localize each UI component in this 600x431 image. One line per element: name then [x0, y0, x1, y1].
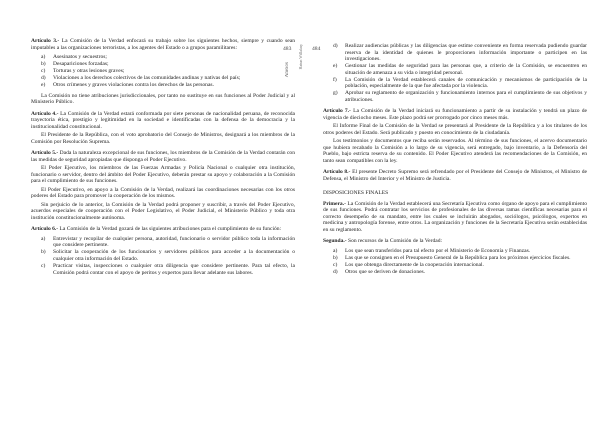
article-6: Artículo 6.- La Comisión de la Verdad gozará de las siguientes atribuciones para el cumplimiento de su función:	[31, 226, 282, 233]
running-subtitle: Hatun Willakuy	[298, 44, 303, 70]
list-item: b) Solicitar la cooperación de los funcionarios y servidores públicos para acceder a la documentación o cualquier otra información del Estado.	[41, 249, 295, 262]
provision-first: Primera.- La Comisión de la Verdad establecerá una Secretaría Ejecutiva como órgano de apoyo para el cumplimiento de sus funciones. Podrá contratar los servicios de profesionales de las diversas ramas científicas necesarias para el correcto desempeño de su mandato, entre los cuales se incluirán abogados, sociólogos, psicólogos, expertos en medicina y antropología forense, entre otros. La organización y funciones de la Secretaría Ejecutiva serán establecidas en su reglamento.	[323, 200, 587, 233]
article-3: Artículo 3.- La Comisión de la Verdad enfocará su trabajo sobre los siguientes hechos, siempre y cuando sean imputables a las organizaciones terroristas, a los agentes del Estado o a grupos paramilitares:	[31, 38, 295, 51]
list-item: d) Otros que se deriven de donaciones.	[333, 269, 426, 276]
list-item: a) Los que sean transferidos para tal efecto por el Ministerio de Economía y Finanzas.	[333, 247, 531, 254]
article-4-paragraph: El Presidente de la República, con el voto aprobatorio del Consejo de Ministros, designará a los miembros de la Comisión por Resolución Suprema.	[31, 132, 295, 145]
list-item: e) Gestionar las medidas de seguridad para las personas que, a criterio de la Comisión, se encuentren en situación de amenaza a su vida o integridad personal.	[333, 63, 587, 76]
list-item: c) Torturas y otras lesiones graves;	[41, 68, 125, 75]
list-item: c) Los que obtenga directamente de la cooperación internacional.	[333, 261, 484, 268]
list-item: a) Entrevistar y recopilar de cualquier persona, autoridad, funcionario o servidor público toda la información que considere pertinente.	[41, 235, 295, 249]
list-item: d) Realizar audiencias públicas y las diligencias que estime conveniente en forma reservada pudiendo guardar reserva de la identidad de quienes le proporcionen información importante o participen en las investigaciones.	[333, 43, 587, 62]
list-item: b) Desapariciones forzadas;	[41, 61, 109, 68]
page-number-right: 484	[312, 46, 321, 52]
provision-second-list	[323, 248, 587, 276]
article-5-paragraph: El Poder Ejecutivo, los miembros de las Fuerzas Armadas y Policía Nacional o cualquier otra institución, funcionario o servidor, dentro del ámbito del Poder Ejecutivo, deberán prestar su apoyo y colaboración a la Comisión para el cumplimiento de sus funciones.	[31, 165, 295, 185]
provision-second: Segunda.- Son recursos de la Comisión de la Verdad:	[323, 238, 443, 245]
article-7-paragraph: Los testimonios y documentos que reciba serán reservados. Al término de sus funciones, el acervo documentario que hubiera recabado la Comisión a lo largo de su vigencia, será entregado, bajo inventario, a la Defensoría del Pueblo, bajo estricta reserva de su contenido. El Poder Ejecutivo atenderá las recomendaciones de la Comisión, en tanto sean compatibles con la ley.	[323, 138, 587, 164]
list-item: b) Las que se consignen en el Presupuesto General de la República para los próximos ejercicios fiscales.	[333, 254, 571, 261]
article-5-paragraph: Sin perjuicio de lo anterior, la Comisión de la Verdad podrá proponer y suscribir, a través del Poder Ejecutivo, acuerdos especiales de cooperación con el Poder Legislativo, el Poder Judicial, el Ministerio Público y toda otra institución constitucionalmente autónoma.	[31, 201, 295, 221]
article-4: Artículo 4.- La Comisión de la Verdad estará conformada por siete personas de nacionalidad peruana, de reconocida trayectoria ética, prestigio y legitimidad en la sociedad e identificadas con la defensa de la democracia y la institucionalidad constitucional.	[31, 110, 295, 130]
article-6-list	[31, 236, 295, 276]
article-3-note: La Comisión no tiene atribuciones jurisdiccionales, por tanto no sustituye en sus funciones al Poder Judicial y al Ministerio Público.	[31, 92, 295, 106]
list-item: f) La Comisión de la Verdad establecerá canales de comunicación y mecanismos de participación de la población, especialmente de la que fue afectada por la violencia.	[333, 76, 587, 90]
list-item: a) Asesinatos y secuestros;	[41, 54, 107, 60]
list-item: d) Violaciones a los derechos colectivos de las comunidades andinas y nativas del país;	[41, 75, 241, 82]
list-item: g) Aprobar su reglamento de organización y funcionamiento internos para el cumplimiento de sus objetivos y atribuciones.	[333, 90, 587, 103]
article-6-list-continued	[323, 43, 587, 103]
article-3-list	[31, 54, 295, 89]
page-number-left: 483	[283, 46, 292, 52]
list-item: e) Otros crímenes y graves violaciones contra los derechos de las personas.	[41, 82, 214, 89]
article-7: Artículo 7.- La Comisión de la Verdad iniciará su funcionamiento a partir de su instalación y tendrá un plazo de vigencia de dieciocho meses. Este plazo podrá ser prorrogado por cinco meses más.	[323, 108, 587, 121]
article-8: Artículo 8.- El presente Decreto Supremo será refrendado por el Presidente del Consejo de Ministros, el Ministro de Defensa, el Ministro del Interior y el Ministro de Justicia.	[323, 169, 587, 182]
article-5-paragraph: El Poder Ejecutivo, en apoyo a la Comisión de la Verdad, realizará las coordinaciones necesarias con los otros poderes del Estado para promover la cooperación de los mismos.	[31, 186, 295, 200]
running-title: Anexos	[285, 62, 290, 78]
article-7-paragraph: El Informe Final de la Comisión de la Verdad se presentará al Presidente de la República y a los titulares de los otros poderes del Estado. Será publicado y puesto en conocimiento de la ciudadanía.	[323, 123, 587, 136]
article-5: Artículo 5.- Dada la naturaleza excepcional de sus funciones, los miembros de la Comisión de la Verdad contarán con las medidas de seguridad apropiadas que disponga el Poder Ejecutivo.	[31, 150, 295, 163]
final-provisions-heading: DISPOSICIONES FINALES	[323, 190, 389, 197]
list-item: c) Practicar visitas, inspecciones o cualquier otra diligencia que considere pertinente. Para tal efecto, la Comisión podrá contar con el apoyo de peritos y expertos para llevar adelante sus labores.	[41, 263, 295, 276]
right-page	[323, 43, 587, 280]
left-page	[31, 38, 295, 280]
